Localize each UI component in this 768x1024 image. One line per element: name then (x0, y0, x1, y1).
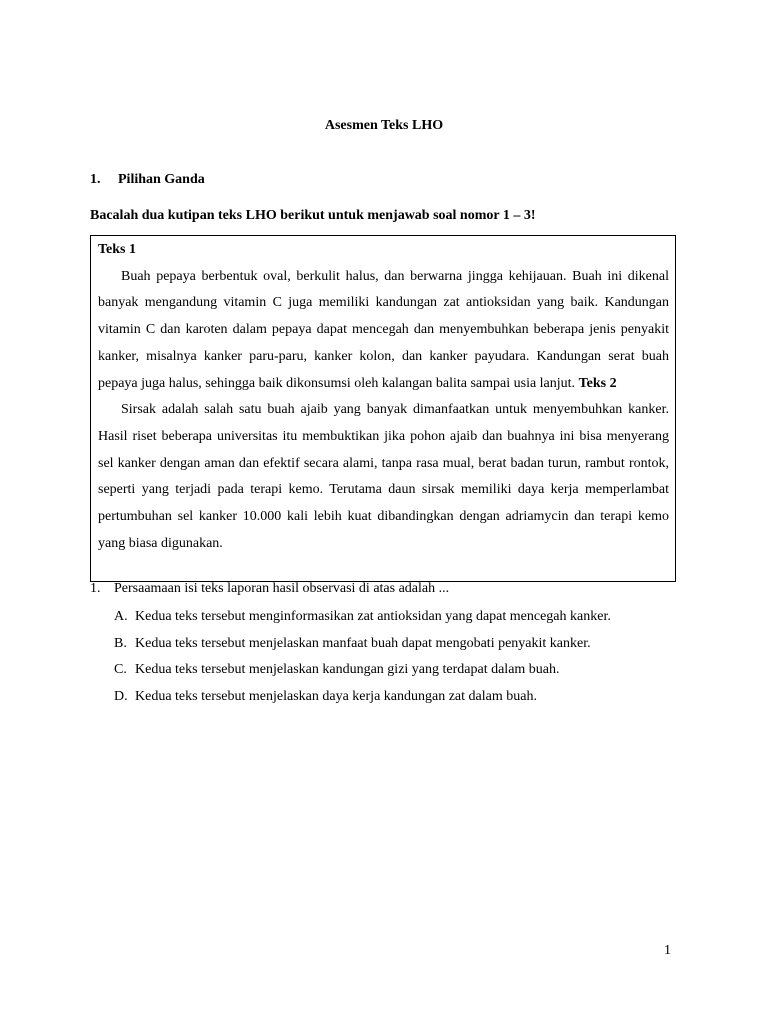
section-label: Pilihan Ganda (118, 172, 205, 187)
text1-paragraph (98, 264, 669, 398)
option-d[interactable] (114, 687, 694, 714)
question-1 (90, 581, 690, 597)
option-text: Kedua teks tersebut menjelaskan daya kerja kandungan zat dalam buah. (135, 688, 537, 704)
section-heading (90, 172, 205, 188)
reading-texts-box (90, 235, 676, 582)
text2-paragraph: Sirsak adalah salah satu buah ajaib yang banyak dimanfaatkan untuk menyembuhkan kanker. Hasil riset beberapa universitas itu membuktikan jika pohon ajaib dan buahnya ini bisa menyerang sel kanker dengan aman dan efektif secara alami, tanpa rasa mual, berat badan turun, rambut rontok, seperti yang terjadi pada terapi kemo. Terutama daun sirsak memiliki daya kerja memperlambat pertumbuhan sel kanker 10.000 kali lebih kuat dibandingkan dengan adriamycin dan terapi kemo yang biasa digunakan. (98, 402, 669, 551)
option-text: Kedua teks tersebut menjelaskan manfaat buah dapat mengobati penyakit kanker. (135, 635, 591, 651)
text1-heading: Teks 1 (98, 242, 137, 257)
option-text: Kedua teks tersebut menginformasikan zat antioksidan yang dapat mencegah kanker. (135, 609, 611, 624)
question-text: Persaamaan isi teks laporan hasil observasi di atas adalah ... (114, 581, 450, 596)
option-c[interactable] (114, 660, 694, 687)
option-letter: D. (114, 688, 128, 704)
section-number: 1. (90, 172, 101, 187)
page-title: Asesmen Teks LHO (324, 118, 444, 133)
text1-body: Buah pepaya berbentuk oval, berkulit halus, dan berwarna jingga kehijauan. Buah ini dikenal banyak mengandung vitamin C juga memiliki kandungan zat antioksidan yang baik. Kandungan vitamin C dan karoten dalam pepaya dapat mencegah dan menyembuhkan beberapa jenis penyakit kanker, misalnya kanker paru-paru, kanker kolon, dan kanker payudara. Kandungan serat buah pepaya juga halus, sehingga baik dikonsumsi oleh kalangan balita sampai usia lanjut. (98, 268, 669, 391)
option-text: Kedua teks tersebut menjelaskan kandungan gizi yang terdapat dalam buah. (135, 662, 560, 677)
answer-options (114, 607, 694, 713)
option-b[interactable] (114, 634, 694, 661)
instruction-text: Bacalah dua kutipan teks LHO berikut untuk menjawab soal nomor 1 – 3! (90, 208, 536, 223)
option-letter: C. (114, 662, 127, 677)
text2-heading: Teks 2 (578, 375, 617, 391)
option-a[interactable] (114, 607, 694, 634)
option-letter: A. (114, 609, 128, 624)
page-number: 1 (664, 943, 671, 958)
option-letter: B. (114, 635, 127, 651)
question-number: 1. (90, 581, 101, 596)
